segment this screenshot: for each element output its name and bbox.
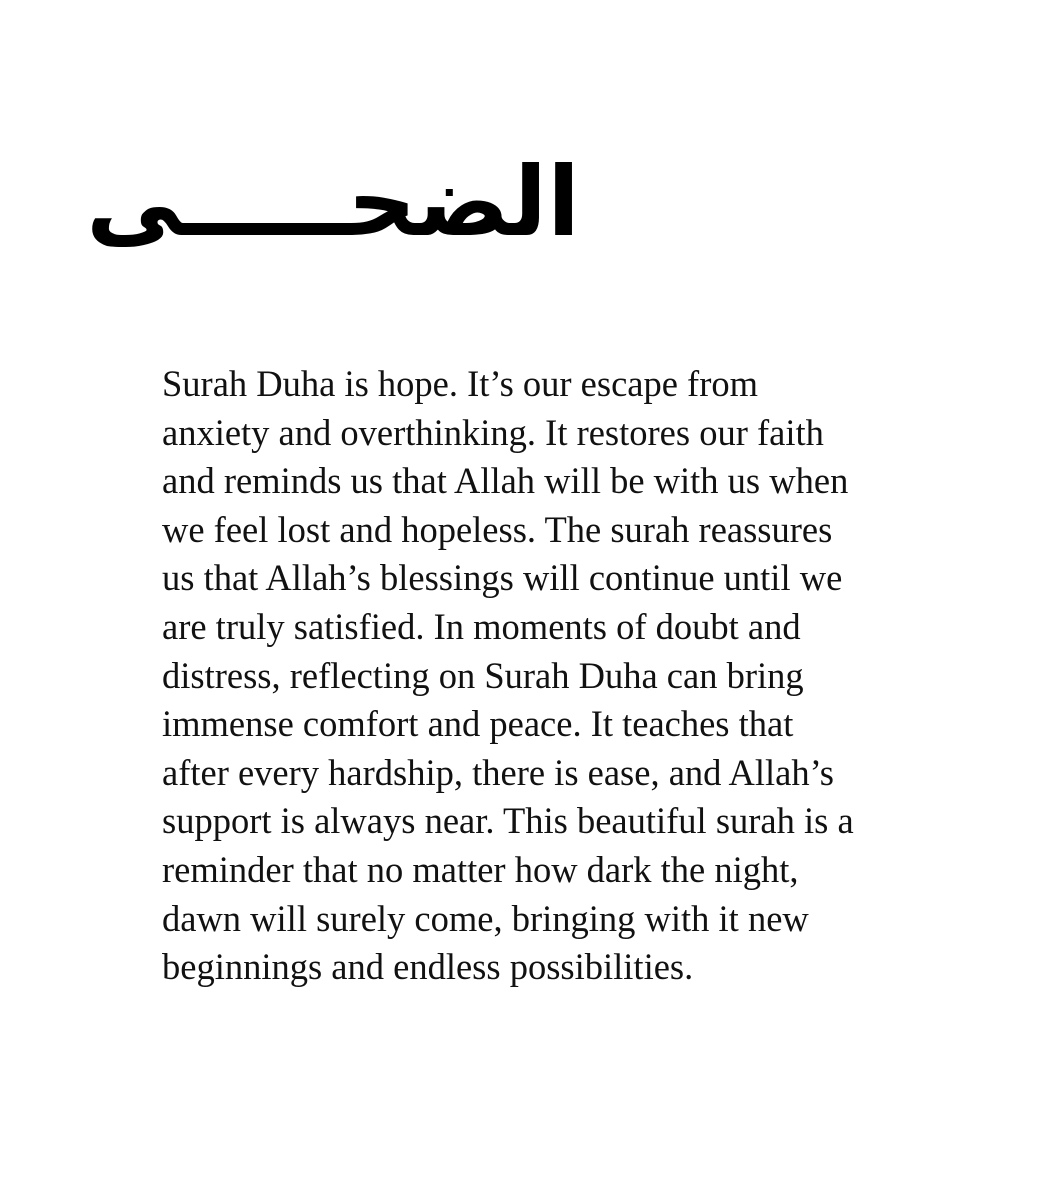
body-line: we feel lost and hopeless. The surah reassures (162, 508, 833, 550)
body-paragraph (162, 360, 922, 992)
body-line: anxiety and overthinking. It restores our faith (162, 411, 824, 453)
body-line: and reminds us that Allah will be with us when (162, 460, 849, 502)
body-line: distress, reflecting on Surah Duha can bring (162, 654, 804, 696)
body-line: are truly satisfied. In moments of doubt and (162, 605, 801, 647)
body-line: dawn will surely come, bringing with it new (162, 897, 809, 939)
body-line: support is always near. This beautiful surah is a (162, 800, 854, 842)
body-line: after every hardship, there is ease, and Allah’s (162, 751, 834, 793)
body-line: beginnings and endless possibilities. (162, 946, 694, 988)
body-line: Surah Duha is hope. It’s our escape from (162, 363, 759, 404)
body-line: reminder that no matter how dark the night, (162, 848, 799, 890)
body-line: us that Allah’s blessings will continue until we (162, 557, 843, 599)
body-line: immense comfort and peace. It teaches that (162, 703, 794, 745)
arabic-title: الضحـــــى (86, 146, 580, 258)
